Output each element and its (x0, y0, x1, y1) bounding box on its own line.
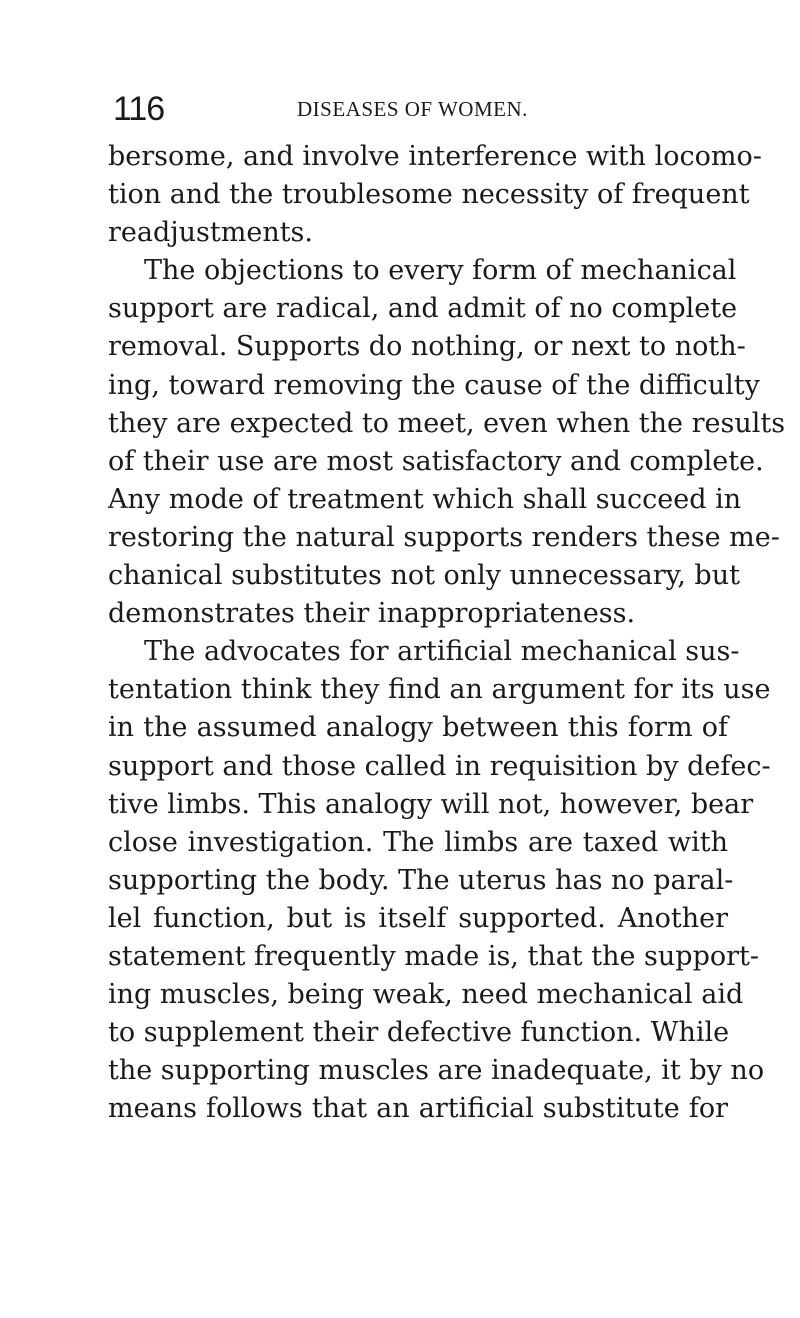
text-line: support and those called in requisition by defec- (108, 750, 771, 782)
paragraph-start-line: The objections to every form of mechanical (144, 255, 737, 287)
text-line: close investigation. The limbs are taxed with (108, 826, 728, 858)
text-line: ing, toward removing the cause of the difficulty (108, 369, 760, 401)
text-line: supporting the body. The uterus has no paral- (108, 864, 734, 896)
running-head: DISEASES OF WOMEN. (297, 97, 528, 121)
text-line: readjustments. (108, 217, 313, 249)
text-line: the supporting muscles are inadequate, it by no (108, 1055, 765, 1087)
text-line: tive limbs. This analogy will not, however, bear (108, 788, 754, 820)
text-line: restoring the natural supports renders these me- (108, 521, 780, 553)
text-line: chanical substitutes not only unnecessary, but (108, 560, 740, 592)
page-number: 116 (113, 90, 165, 128)
text-line: in the assumed analogy between this form of (108, 712, 728, 744)
text-line: statement frequently made is, that the support- (108, 940, 759, 972)
text-line: of their use are most satisfactory and complete. (108, 445, 764, 477)
text-line: to supplement their defective function. While (108, 1017, 730, 1049)
text-line: they are expected to meet, even when the results (108, 407, 786, 439)
text-line: ing muscles, being weak, need mechanical aid (108, 979, 744, 1011)
page-header (113, 84, 713, 134)
text-line: lel function, but is itself supported. Another (108, 902, 728, 934)
text-line: removal. Supports do nothing, or next to noth- (108, 331, 746, 363)
text-line: support are radical, and admit of no complete (108, 293, 738, 325)
text-line: means follows that an artificial substitute for (108, 1093, 728, 1125)
paragraph-start-line: The advocates for artificial mechanical sus- (144, 636, 740, 668)
text-line: Any mode of treatment which shall succeed in (108, 483, 742, 515)
text-line: tion and the troublesome necessity of frequent (108, 179, 750, 211)
text-line: bersome, and involve interference with locomo- (108, 141, 762, 172)
body-text (108, 138, 786, 1128)
text-line: tentation think they find an argument for its use (108, 674, 771, 706)
text-line: demonstrates their inappropriateness. (108, 598, 636, 630)
